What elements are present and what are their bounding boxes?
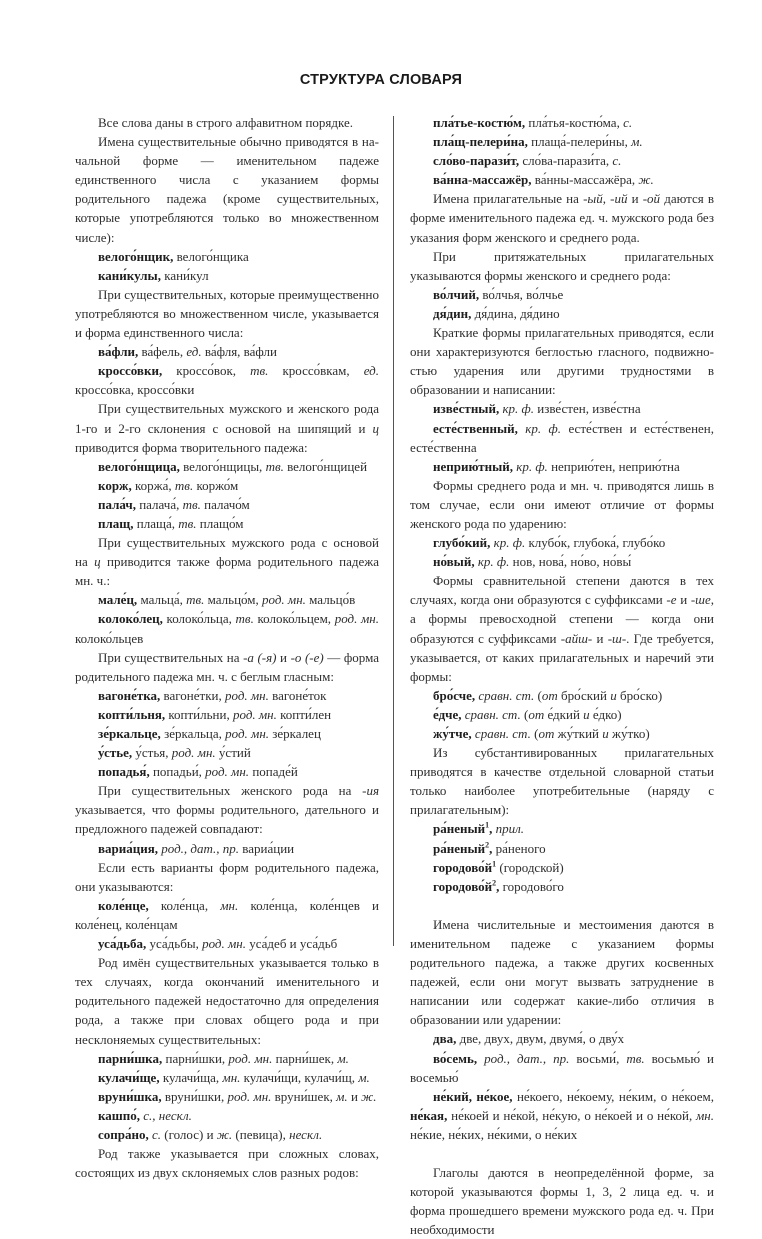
dictionary-entry-example: [75, 590, 379, 609]
grammar-label: с.: [623, 115, 633, 130]
body-paragraph: [75, 399, 379, 456]
dictionary-entry-example: [410, 457, 714, 476]
grammar-label: ед.: [363, 363, 380, 379]
dictionary-entry-example: [410, 1029, 714, 1048]
text: у́стья,: [132, 745, 172, 761]
headword: кани́кулы,: [98, 267, 161, 283]
grammar-label: ж.: [216, 1126, 233, 1142]
text: попаде́й: [249, 764, 298, 780]
text: мальца́,: [137, 592, 187, 608]
text: коле́нца,: [148, 897, 221, 913]
text: даются в форме именительного падежа ед. ч. мужского рода без указания форм женского и среднего рода.: [410, 191, 715, 245]
body-paragraph: [75, 533, 379, 590]
text: и: [276, 649, 291, 665]
dictionary-entry-example: [75, 743, 379, 762]
text: бро́ско): [616, 687, 663, 703]
text: велого́нщицы,: [179, 458, 266, 474]
grammar-label: род. мн.: [205, 764, 250, 780]
dictionary-entry-example: [75, 839, 379, 858]
text: зе́ркалец: [269, 726, 321, 741]
text: и: [676, 592, 691, 608]
grammar-label: -ый: [583, 191, 603, 207]
headword: жу́тче,: [433, 726, 472, 741]
text: кроссо́вок,: [162, 363, 251, 379]
text: зе́ркальца,: [160, 726, 226, 741]
text: При существительных на: [98, 649, 244, 665]
headword: плащ,: [98, 515, 134, 531]
text: (голос) и: [161, 1126, 217, 1142]
headword: ,: [489, 821, 493, 837]
dictionary-entry-example: [75, 724, 379, 743]
text: ва́фель,: [138, 344, 187, 360]
text: При притяжательных прилагательных указываются формы женского и среднего рода:: [410, 248, 714, 283]
grammar-label: -о (-е): [290, 649, 324, 665]
text: парни́шек,: [272, 1050, 338, 1066]
text: во́лчья, во́лчье: [479, 286, 564, 302]
grammar-label: мн.: [222, 1069, 241, 1085]
dictionary-entry-example: [410, 686, 714, 705]
grammar-label: тв.: [174, 477, 194, 493]
text: и: [347, 1088, 362, 1104]
dictionary-entry-example: [410, 705, 714, 724]
headword: е́дче,: [433, 706, 462, 722]
grammar-label: тв.: [265, 458, 284, 474]
text: велого́нщицей: [283, 458, 368, 474]
dictionary-entry-example: [75, 934, 379, 953]
text: Все слова даны в строго алфавитном порядке.: [98, 115, 354, 130]
text: Род имён существительных указывается только в тех случаях, когда окончаний именительного и родительного падежей недостаточно для определения рода, а также при словах общего рода и при несклоняемых существительных:: [75, 955, 379, 1047]
grammar-label: род. мн.: [227, 1088, 272, 1104]
grammar-label: и: [583, 706, 590, 722]
body-paragraph: [75, 132, 379, 247]
body-paragraph: [410, 476, 714, 533]
grammar-label: тв.: [182, 496, 201, 512]
text: колоко́льца,: [162, 611, 236, 627]
headword: глубо́кий,: [433, 535, 491, 551]
dictionary-entry-example: [410, 533, 714, 552]
grammar-label: -ия: [362, 783, 379, 799]
headword: неприю́тный,: [433, 458, 513, 474]
text: попадьи́,: [149, 764, 206, 780]
text: Если есть варианты форм родительного падежа, они указываются:: [75, 859, 379, 894]
grammar-label: от: [538, 726, 555, 741]
text: не́коей и не́кой, не́кую, о не́коей и о не́кой,: [447, 1107, 696, 1123]
grammar-label: ед.: [186, 344, 202, 360]
grammar-label: мн.: [696, 1107, 714, 1123]
headword: не́кий, не́кое,: [433, 1088, 513, 1104]
dictionary-entry-example: [410, 552, 714, 571]
headword: пла́щ-пелери́на,: [433, 134, 528, 150]
grammar-label: с., нескл.: [143, 1107, 192, 1123]
body-paragraph: [75, 858, 379, 896]
headword: коле́нце,: [98, 897, 149, 913]
text: палачо́м: [200, 496, 250, 512]
grammar-label: -ий: [610, 191, 628, 207]
grammar-label: кр. ф.: [516, 458, 548, 474]
text: уса́деб и уса́дьб: [245, 936, 338, 952]
dictionary-entry-example: [75, 609, 379, 647]
text: есте́ствен и есте́ственен, есте́ственна: [410, 420, 715, 455]
text: Глаголы даются в неопределённой форме, за которой указываются формы 1, 3, 2 лица ед. ч. и форма прошедшего времени мужского рода ед. ч. При необходимости: [410, 1164, 714, 1238]
dictionary-entry-example: [410, 151, 714, 170]
headword: ,: [489, 840, 493, 856]
text: ,: [602, 191, 611, 207]
dictionary-entry-example: [75, 514, 379, 533]
body-paragraph: [75, 781, 379, 838]
dictionary-entry-example: [75, 1049, 379, 1068]
dictionary-entry-example: [75, 705, 379, 724]
headword: городово́й: [433, 878, 493, 894]
grammar-label: мн.: [220, 897, 239, 913]
grammar-label: с.: [612, 153, 622, 169]
body-paragraph: [75, 953, 379, 1048]
text: (городской): [496, 859, 564, 875]
text: велого́нщика: [173, 248, 249, 264]
text: жу́ткий: [554, 726, 603, 741]
headword: у́стье,: [98, 745, 133, 761]
text: мальцо́в: [305, 592, 356, 608]
dictionary-entry-example: [75, 1106, 379, 1125]
grammar-label: от: [541, 687, 558, 703]
grammar-label: род. мн.: [202, 936, 246, 952]
headword: попадья́,: [98, 764, 150, 780]
text: кроссо́вка, кроссо́вки: [75, 382, 195, 398]
headword: колоко́лец,: [98, 611, 163, 627]
dictionary-entry-example: [75, 247, 379, 266]
dictionary-entry-example: [75, 1087, 379, 1106]
text: коле́нца, коле́нцев и коле́нец, коле́нцам: [75, 897, 379, 932]
text: кани́кул: [160, 267, 209, 283]
text: [477, 1051, 484, 1066]
headword: ра́неный: [433, 821, 486, 837]
grammar-label: кр. ф.: [525, 420, 562, 436]
headword: кроссо́вки,: [98, 363, 163, 379]
text: мальцо́м,: [204, 592, 263, 608]
dictionary-entry-example: [75, 342, 379, 361]
body-paragraph: [410, 247, 714, 285]
grammar-label: тв.: [626, 1050, 645, 1066]
text: кулачи́ща,: [159, 1069, 223, 1085]
text: копти́лен: [276, 706, 332, 722]
headword: мале́ц,: [98, 592, 138, 608]
dictionary-entry-example: [410, 819, 714, 838]
text: указывается, что формы родительного, дательного и предложного падежей совпадают:: [75, 802, 379, 837]
headword: парни́шка,: [98, 1050, 163, 1066]
dictionary-entry-example: [410, 399, 714, 418]
text: Имена прилагательные на: [433, 191, 584, 207]
dictionary-entry-example: [410, 304, 714, 323]
text: колоко́льцев: [75, 630, 144, 646]
text: Краткие формы прилагательных приводятся, если они характеризуются беглостью гласного, подвижностью ударения или другими трудностями в образовании и написании:: [410, 325, 714, 398]
text: При существительных, которые преимущественно употребляются во множественном числе, указывается и форма единственного числа:: [75, 286, 379, 341]
grammar-label: кр. ф.: [502, 401, 535, 417]
text: городово́го: [499, 878, 564, 894]
text: коржо́м: [193, 477, 239, 493]
text: плащо́м: [196, 515, 244, 531]
dictionary-entry-example: [410, 858, 714, 877]
headword: не́кая,: [410, 1107, 448, 1123]
text: (певица),: [232, 1126, 290, 1142]
headword: бро́сче,: [433, 687, 476, 703]
text: Формы сравнительной степени даются в тех случаях, когда они образуются с суффиксами: [410, 573, 714, 608]
body-paragraph: [410, 915, 714, 1030]
body-paragraph: [410, 571, 714, 686]
right-column: [410, 113, 714, 1239]
dictionary-entry-example: [410, 170, 714, 189]
headword: ва́нна-массажёр,: [433, 172, 532, 188]
headword: велого́нщик,: [98, 248, 174, 264]
body-paragraph: [75, 285, 379, 342]
headword: сопра́но,: [98, 1126, 149, 1142]
dictionary-entry-example: [75, 495, 379, 514]
grammar-label: м.: [631, 134, 643, 150]
grammar-label: тв.: [250, 363, 269, 379]
homonym-index: 2: [485, 840, 490, 850]
grammar-label: нескл.: [289, 1126, 323, 1142]
grammar-label: и: [610, 687, 617, 703]
body-paragraph: [75, 1144, 379, 1182]
text: жу́тко): [608, 726, 650, 741]
text: При существительных мужского и женского рода 1-го и 2-го склонения с основой на шипящий и: [75, 401, 379, 436]
homonym-index: 1: [485, 821, 490, 831]
dictionary-entry-example: [75, 896, 379, 934]
text: неприю́тен, неприю́тна: [547, 458, 680, 474]
grammar-label: тв.: [186, 592, 205, 608]
grammar-label: род., дат., пр.: [161, 840, 240, 856]
dictionary-entry-example: [75, 457, 379, 476]
headword: велого́нщица,: [98, 458, 180, 474]
text: нов, нова́, но́во, но́вы́: [509, 554, 632, 570]
homonym-index: 2: [492, 878, 497, 888]
grammar-label: кр. ф.: [493, 535, 526, 551]
grammar-label: род. мн.: [334, 611, 379, 627]
body-paragraph: [410, 323, 714, 399]
text: не́кие, не́ких, не́кими, о не́ких: [410, 1126, 578, 1142]
text: — форма родительного падежа мн. ч. с беглым гласным:: [75, 649, 379, 684]
grammar-label: прил.: [495, 821, 525, 837]
text: вруни́шек,: [271, 1088, 337, 1104]
text: приводится форма творительного падежа:: [75, 439, 308, 455]
text: клубо́к, глубока́, глубо́ко: [525, 535, 666, 551]
headword: во́семь,: [433, 1050, 478, 1066]
text: Из субстантивированных прилагательных приводятся в качестве отдельной словарной статьи только наиболее употребительные (наряду с прилагательным):: [410, 745, 714, 818]
headword: кашпо́,: [98, 1107, 141, 1123]
dictionary-entry-example: [75, 476, 379, 495]
text: (: [530, 726, 539, 741]
grammar-label: род., дат., пр.: [484, 1050, 570, 1066]
dictionary-entry-example: [410, 419, 714, 457]
grammar-label: род. мн.: [171, 745, 216, 761]
text: ра́неного: [492, 840, 546, 856]
dictionary-entry-example: [410, 1049, 714, 1087]
grammar-label: род. мн.: [224, 687, 269, 703]
text: Формы среднего рода и мн. ч. приводятся лишь в том случае, если они имеют отличие от формы женского рода по ударению:: [410, 477, 714, 531]
dictionary-entry-example: [75, 762, 379, 781]
dictionary-entry-example: [75, 686, 379, 705]
grammar-label: сравн. ст.: [474, 726, 531, 741]
body-paragraph: [75, 113, 379, 132]
text: (: [534, 687, 542, 703]
text: копти́льни,: [165, 706, 233, 722]
grammar-label: -айш-: [560, 630, 593, 646]
text: вагоне́тки,: [160, 687, 225, 703]
text: и: [592, 630, 608, 646]
text: (: [520, 706, 529, 722]
grammar-label: ж.: [638, 172, 654, 188]
text: Имена существительные обычно приводятся в начальной форме — именительном падеже единственного числа с указанием формы родительного падежа (кроме существительных, которые употребляются только во множественном числе):: [75, 134, 379, 245]
grammar-label: -ше: [690, 592, 711, 608]
text: восьмью́ и восемью́: [410, 1050, 714, 1085]
text: восьми́,: [569, 1050, 627, 1066]
headword: копти́льня,: [98, 706, 166, 722]
text: вариа́ции: [239, 840, 295, 856]
headword: во́лчий,: [433, 286, 480, 302]
dictionary-entry-example: [410, 285, 714, 304]
text: Род также указывается при сложных словах, состоящих из двух склоняемых слов разных родов:: [75, 1146, 379, 1181]
dictionary-entry-example: [75, 266, 379, 285]
body-paragraph: [75, 648, 379, 686]
text: Имена числительные и местоимения даются в именительном падеже с указанием формы родительного падежа, а также других косвенных падежей, если они могут вызвать затруднение в написании или содержат какие-либо отличия в образовании или ударении:: [410, 916, 714, 1028]
headword: изве́стный,: [433, 401, 500, 417]
text: плаща́,: [133, 515, 179, 531]
text: е́дко): [589, 706, 622, 722]
headword: пла́тье-костю́м,: [433, 115, 526, 130]
text: и: [627, 191, 643, 207]
headword: вагоне́тка,: [98, 687, 161, 703]
text: При существительных мужского рода с основой на: [75, 535, 379, 570]
dictionary-entry-example: [75, 1125, 379, 1144]
body-paragraph: [410, 189, 714, 246]
text: вруни́шки,: [161, 1088, 228, 1104]
text: не́коего, не́коему, не́ким, о не́коем,: [512, 1088, 714, 1104]
grammar-label: кр. ф.: [477, 554, 510, 570]
text: плаща́-пелери́ны,: [527, 134, 632, 150]
headword: есте́ственный,: [433, 420, 518, 436]
text: , а формы превосходной степени — когда они образуются с суффиксами: [410, 592, 714, 646]
dictionary-entry-example: [410, 724, 714, 743]
headword: вруни́шка,: [98, 1088, 162, 1104]
text: кроссо́вкам,: [268, 363, 364, 379]
dictionary-entry-example: [410, 132, 714, 151]
text: коржа́,: [131, 477, 175, 493]
text: сло́ва-парази́та,: [519, 153, 613, 169]
text: дя́дина, дя́дино: [471, 305, 560, 321]
text: парни́шки,: [162, 1050, 229, 1066]
headword: дя́дин,: [433, 305, 472, 321]
headword: городово́й: [433, 859, 493, 875]
grammar-label: ц: [372, 420, 379, 436]
headword: вариа́ция,: [98, 840, 159, 856]
left-column: [75, 113, 379, 1182]
grammar-label: -ой: [642, 191, 661, 207]
grammar-label: -а (-я): [243, 649, 277, 665]
grammar-label: род. мн.: [262, 592, 306, 608]
text: вагоне́ток: [268, 687, 327, 703]
grammar-label: с.: [151, 1126, 162, 1142]
text: ва́нны-массажёра,: [531, 172, 639, 188]
headword: сло́во-парази́т,: [433, 153, 520, 169]
grammar-label: м.: [336, 1088, 348, 1104]
text: е́дкий: [544, 706, 584, 722]
dictionary-entry-example: [410, 113, 714, 132]
text: у́стий: [215, 745, 251, 761]
headword: уса́дьба,: [98, 936, 147, 952]
text: палача́,: [135, 496, 183, 512]
headword: корж,: [98, 477, 132, 493]
column-divider: [393, 116, 394, 946]
grammar-label: -е: [666, 592, 677, 608]
headword: пала́ч,: [98, 496, 136, 512]
grammar-label: и: [602, 726, 609, 741]
headword: два,: [433, 1031, 457, 1047]
grammar-label: от: [528, 706, 545, 722]
text: колоко́льцем,: [253, 611, 335, 627]
headword: ,: [496, 878, 500, 894]
dictionary-entry-example: [410, 877, 714, 896]
grammar-label: сравн. ст.: [478, 687, 535, 703]
headword: зе́ркальце,: [98, 726, 161, 741]
dictionary-entry-example: [75, 361, 379, 399]
headword: ра́неный: [433, 840, 486, 856]
grammar-label: род. мн.: [228, 1050, 273, 1066]
dictionary-entry-example: [410, 839, 714, 858]
headword: ва́фли,: [98, 344, 139, 360]
grammar-label: -ш-: [607, 630, 627, 646]
dictionary-entry-example: [75, 1068, 379, 1087]
text: две, двух, двум, двумя́, о дву́х: [456, 1031, 625, 1047]
grammar-label: тв.: [235, 611, 254, 627]
text: При существительных женского рода на: [98, 783, 363, 799]
grammar-label: ц: [94, 554, 101, 570]
grammar-label: тв.: [178, 515, 197, 531]
text: кулачи́щи, кулачи́щ,: [240, 1069, 359, 1085]
text: изве́стен, изве́стна: [534, 401, 641, 417]
text: уса́дьбы,: [146, 936, 203, 952]
body-paragraph: [410, 743, 714, 819]
headword: но́вый,: [433, 554, 475, 570]
grammar-label: ж.: [361, 1088, 377, 1104]
grammar-label: род. мн.: [225, 726, 270, 741]
grammar-label: м.: [358, 1069, 370, 1085]
page-title: СТРУКТУРА СЛОВАРЯ: [299, 72, 463, 88]
text: пла́тья-костю́ма,: [525, 115, 624, 130]
dictionary-entry-example: [410, 1087, 714, 1144]
text: ва́фля, ва́фли: [201, 344, 277, 360]
grammar-label: сравн. ст.: [464, 706, 521, 722]
grammar-label: род. мн.: [232, 706, 277, 722]
body-paragraph: [410, 1163, 714, 1239]
grammar-label: м.: [337, 1050, 349, 1066]
text: . Где требуется, указывается, от каких прилагательных и наречий эти формы:: [410, 630, 714, 684]
text: бро́ский: [557, 687, 611, 703]
homonym-index: 1: [492, 859, 497, 869]
text: приводится также форма родительного падежа мн. ч.:: [75, 554, 379, 589]
headword: кулачи́ще,: [98, 1069, 160, 1085]
